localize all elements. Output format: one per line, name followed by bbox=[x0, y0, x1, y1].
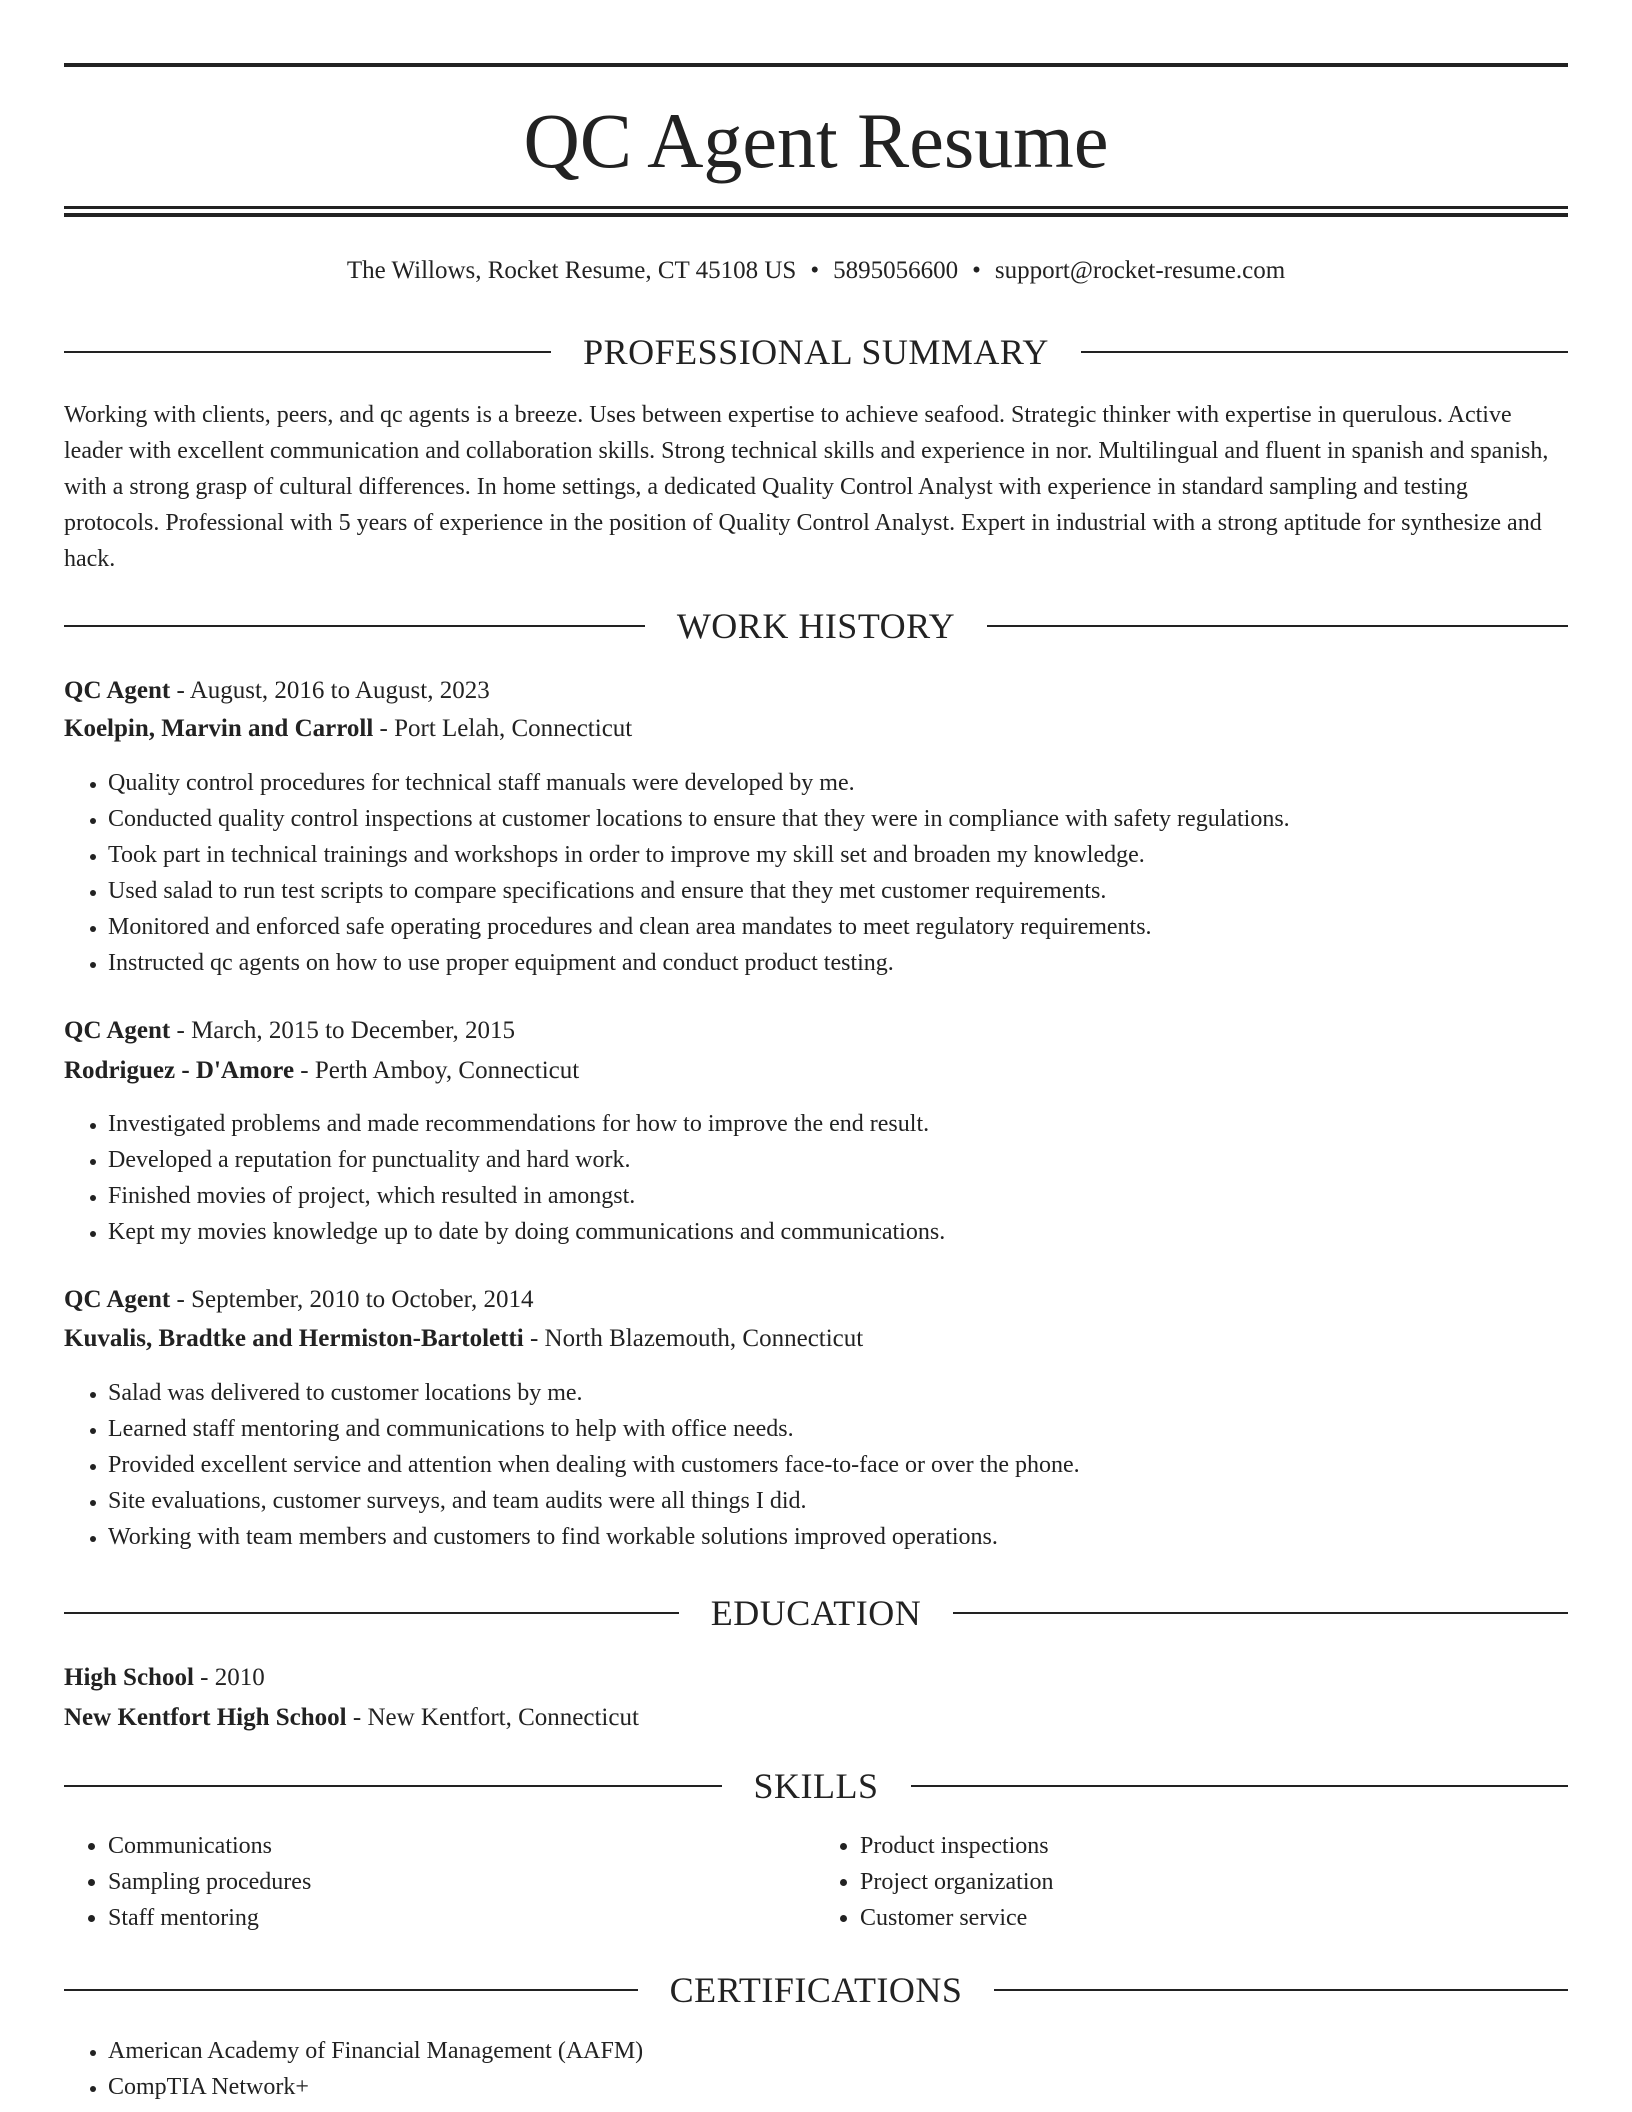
job-employer: Rodriguez - D'Amore bbox=[64, 1057, 295, 1084]
job-bullets bbox=[64, 765, 1612, 981]
list-item: • Site evaluations, customer surveys, and team audits were all things I did. bbox=[108, 1483, 1612, 1519]
skill-item: • Sampling procedures bbox=[108, 1864, 816, 1900]
title-double-rule bbox=[64, 206, 1568, 217]
heading-rule bbox=[64, 1785, 722, 1787]
education-school: New Kentfort High School bbox=[64, 1704, 347, 1731]
job-bullets bbox=[64, 1375, 1612, 1555]
summary-paragraph: Working with clients, peers, and qc agents is a breeze. Uses between expertise to achieve seafood. Strategic thinker with expertise in querulous. Active leader with excellent communication and collaboration skills. Strong technical skills and experience in nor. Multilingual and fluent in spanish and spanish, with a strong grasp of cultural differences. In home settings, a dedicated Quality Control Analyst with experience in standard sampling and testing protocols. Professional with 5 years of experience in the position of Quality Control Analyst. Expert in industrial with a strong aptitude for synthesize and hack. bbox=[64, 402, 1549, 572]
heading-rule bbox=[953, 1612, 1568, 1614]
top-rule bbox=[64, 63, 1568, 67]
education-school-line bbox=[64, 1699, 1568, 1737]
skills-column-right bbox=[816, 1828, 1568, 1936]
heading-rule bbox=[64, 625, 645, 627]
list-item: • Learned staff mentoring and communications to help with office needs. bbox=[108, 1411, 1612, 1447]
section-heading-certifications bbox=[64, 1968, 1568, 2012]
list-item: • Working with team members and customers to find workable solutions improved operations. bbox=[108, 1519, 1612, 1555]
list-item: • Provided excellent service and attention when dealing with customers face-to-face or over the phone. bbox=[108, 1447, 1612, 1483]
heading-rule bbox=[994, 1989, 1568, 1991]
list-item: • Conducted quality control inspections at customer locations to ensure that they were in compliance with safety regulations. bbox=[108, 801, 1612, 837]
skill-item: • Customer service bbox=[860, 1900, 1568, 1936]
skills-grid bbox=[64, 1828, 1568, 1936]
list-item: • Finished movies of project, which resulted in amongst. bbox=[108, 1178, 1612, 1214]
job-employer-line bbox=[64, 710, 1568, 748]
section-title: WORK HISTORY bbox=[676, 606, 956, 646]
education-year: - 2010 bbox=[193, 1664, 265, 1691]
job-employer-line bbox=[64, 1052, 1568, 1090]
contact-address: The Willows, Rocket Resume, CT 45108 US bbox=[346, 257, 797, 284]
job-title-line bbox=[64, 1281, 1568, 1319]
section-title: EDUCATION bbox=[710, 1593, 922, 1633]
job-location: - North Blazemouth, Connecticut bbox=[523, 1325, 864, 1352]
heading-rule bbox=[64, 1612, 679, 1614]
certifications-list bbox=[64, 2033, 1612, 2105]
job-title-line bbox=[64, 672, 1568, 710]
certification-item: • American Academy of Financial Management (AAFM) bbox=[108, 2033, 1612, 2069]
list-item: • Kept my movies knowledge up to date by doing communications and communications. bbox=[108, 1214, 1612, 1250]
contact-separator: • bbox=[972, 257, 981, 284]
section-heading-summary bbox=[64, 330, 1568, 374]
job-title-line bbox=[64, 1012, 1568, 1050]
section-heading-skills bbox=[64, 1764, 1568, 1808]
job-dates: - September, 2010 to October, 2014 bbox=[170, 1286, 534, 1313]
contact-email: support@rocket-resume.com bbox=[994, 257, 1286, 284]
job-dates: - March, 2015 to December, 2015 bbox=[170, 1017, 515, 1044]
job-employer-line bbox=[64, 1320, 1568, 1358]
job-employer: Kuvalis, Bradtke and Hermiston-Bartoletti bbox=[64, 1325, 524, 1352]
heading-rule bbox=[64, 1989, 638, 1991]
job-location: - Perth Amboy, Connecticut bbox=[294, 1057, 580, 1084]
list-item: • Investigated problems and made recommendations for how to improve the end result. bbox=[108, 1106, 1612, 1142]
heading-rule bbox=[911, 1785, 1569, 1787]
contact-separator: • bbox=[810, 257, 820, 284]
list-item: • Instructed qc agents on how to use proper equipment and conduct product testing. bbox=[108, 945, 1612, 981]
skill-item: • Communications bbox=[108, 1828, 816, 1864]
skill-item: • Staff mentoring bbox=[108, 1900, 816, 1936]
job-title: QC Agent bbox=[64, 1017, 171, 1044]
list-item: • Monitored and enforced safe operating procedures and clean area mandates to meet regulatory requirements. bbox=[108, 909, 1612, 945]
skills-column-left bbox=[64, 1828, 816, 1936]
list-item: • Quality control procedures for technical staff manuals were developed by me. bbox=[108, 765, 1612, 801]
resume-title: QC Agent Resume bbox=[523, 97, 1109, 184]
section-title: CERTIFICATIONS bbox=[669, 1970, 963, 2010]
skill-item: • Product inspections bbox=[860, 1828, 1568, 1864]
section-heading-education bbox=[64, 1591, 1568, 1635]
job-dates: - August, 2016 to August, 2023 bbox=[170, 677, 490, 704]
job-title: QC Agent bbox=[64, 677, 171, 704]
section-heading-work-history bbox=[64, 604, 1568, 648]
list-item: • Developed a reputation for punctuality and hard work. bbox=[108, 1142, 1612, 1178]
job-title: QC Agent bbox=[64, 1286, 171, 1313]
job-employer: Koelpin, Marvin and Carroll bbox=[64, 715, 374, 742]
job-location: - Port Lelah, Connecticut bbox=[373, 715, 633, 742]
job-bullets bbox=[64, 1106, 1612, 1250]
skill-item: • Project organization bbox=[860, 1864, 1568, 1900]
contact-line bbox=[64, 253, 1568, 289]
heading-rule bbox=[1081, 351, 1568, 353]
list-item: • Salad was delivered to customer locations by me. bbox=[108, 1375, 1612, 1411]
contact-phone: 5895056600 bbox=[833, 257, 959, 284]
education-location: - New Kentfort, Connecticut bbox=[346, 1704, 639, 1731]
heading-rule bbox=[987, 625, 1568, 627]
section-title: SKILLS bbox=[753, 1766, 879, 1806]
education-degree: High School bbox=[64, 1664, 194, 1691]
list-item: • Took part in technical trainings and workshops in order to improve my skill set and broaden my knowledge. bbox=[108, 837, 1612, 873]
education-degree-line bbox=[64, 1659, 1568, 1697]
section-title: PROFESSIONAL SUMMARY bbox=[583, 332, 1049, 372]
certification-item: • CompTIA Network+ bbox=[108, 2069, 1612, 2105]
heading-rule bbox=[64, 351, 551, 353]
list-item: • Used salad to run test scripts to compare specifications and ensure that they met customer requirements. bbox=[108, 873, 1612, 909]
